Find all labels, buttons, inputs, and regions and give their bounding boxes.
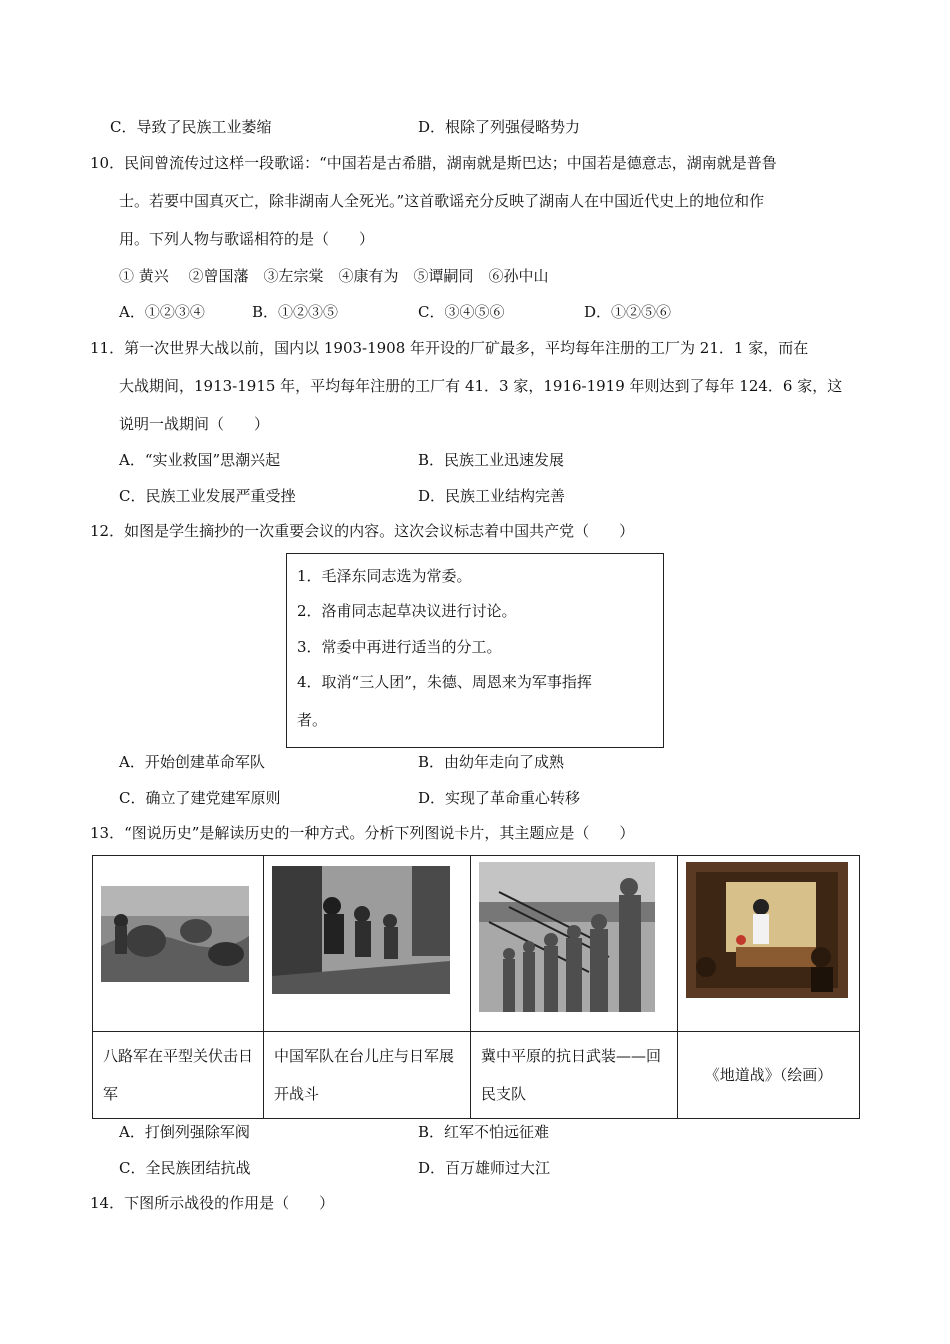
- q10-option-d: D．①②⑤⑥: [584, 303, 672, 321]
- q11-stem-line1: 11．第一次世界大战以前，国内以 1903-1908 年开设的厂矿最多，平均每年注册的工厂为 21．1 家，而在: [90, 339, 809, 357]
- card-3-caption: 冀中平原的抗日武装——回民支队: [471, 1032, 678, 1119]
- q12-option-a: A．开始创建革命军队: [119, 753, 265, 771]
- q11-option-d: D．民族工业结构完善: [418, 487, 566, 505]
- q13-option-c: C．全民族团结抗战: [119, 1159, 251, 1177]
- q13-option-a: A．打倒列强除军阀: [119, 1123, 250, 1141]
- q13-option-b: B．红军不怕远征难: [418, 1123, 550, 1141]
- q12-option-b: B．由幼年走向了成熟: [418, 753, 565, 771]
- q9-option-d: D．根除了列强侵略势力: [418, 118, 581, 136]
- q12-option-d: D．实现了革命重心转移: [418, 789, 581, 807]
- card-4-caption: 《地道战》（绘画）: [678, 1032, 860, 1119]
- card-3-image-cell: [471, 856, 678, 1032]
- meeting-note-2: 2．洛甫同志起草决议进行讨论。: [297, 602, 517, 620]
- q12-option-c: C．确立了建党建军原则: [119, 789, 281, 807]
- q11-stem-line3: 说明一战期间（ ）: [119, 415, 270, 433]
- card-2-image-cell: [264, 856, 471, 1032]
- meeting-notes-box: [286, 553, 664, 748]
- meeting-note-3: 3．常委中再进行适当的分工。: [297, 638, 502, 656]
- card-1-image-cell: [93, 856, 264, 1032]
- q11-option-c: C．民族工业发展严重受挫: [119, 487, 296, 505]
- card-1-caption: 八路军在平型关伏击日军: [93, 1032, 264, 1119]
- q13-stem: 13．“图说历史”是解读历史的一种方式。分析下列图说卡片，其主题应是（ ）: [90, 824, 635, 842]
- q14-stem: 14．下图所示战役的作用是（ ）: [90, 1194, 335, 1212]
- q10-option-c: C．③④⑤⑥: [418, 303, 505, 321]
- q12-stem: 12．如图是学生摘抄的一次重要会议的内容。这次会议标志着中国共产党（ ）: [90, 522, 635, 540]
- q10-option-a: A．①②③④: [119, 303, 205, 321]
- q10-stem-line3: 用。下列人物与歌谣相符的是（ ）: [119, 230, 375, 248]
- taierzhuang-battle-photo: [272, 866, 450, 994]
- meeting-note-1: 1．毛泽东同志选为常委。: [297, 567, 472, 585]
- q11-option-a: A．“实业救国”思潮兴起: [119, 451, 281, 469]
- q11-stem-line2: 大战期间，1913-1915 年，平均每年注册的工厂有 41．3 家，1916-1919 年则达到了每年 124．6 家，这: [119, 377, 843, 395]
- q10-stem-line1: 10．民间曾流传过这样一段歌谣：“中国若是古希腊，湖南就是斯巴达；中国若是德意志，湖南就是普鲁: [90, 154, 777, 172]
- meeting-note-4: 4．取消“三人团”，朱德、周恩来为军事指挥: [297, 673, 592, 691]
- q10-option-b: B．①②③⑤: [252, 303, 339, 321]
- tunnel-warfare-painting: [686, 862, 848, 998]
- history-picture-cards: [92, 855, 860, 1119]
- hui-detachment-photo: [479, 862, 655, 1012]
- q11-option-b: B．民族工业迅速发展: [418, 451, 565, 469]
- q13-option-d: D．百万雄师过大江: [418, 1159, 551, 1177]
- q10-persons: ① 黄兴 ②曾国藩 ③左宗棠 ④康有为 ⑤谭嗣同 ⑥孙中山: [119, 267, 549, 285]
- q10-stem-line2: 士。若要中国真灭亡，除非湖南人全死光。”这首歌谣充分反映了湖南人在中国近代史上的地位和作: [119, 192, 765, 210]
- meeting-note-4-cont: 者。: [297, 711, 328, 729]
- card-2-caption: 中国军队在台儿庄与日军展开战斗: [264, 1032, 471, 1119]
- pingxingguan-ambush-photo: [101, 886, 249, 982]
- card-4-image-cell: [678, 856, 860, 1032]
- q9-option-c: C．导致了民族工业萎缩: [110, 118, 272, 136]
